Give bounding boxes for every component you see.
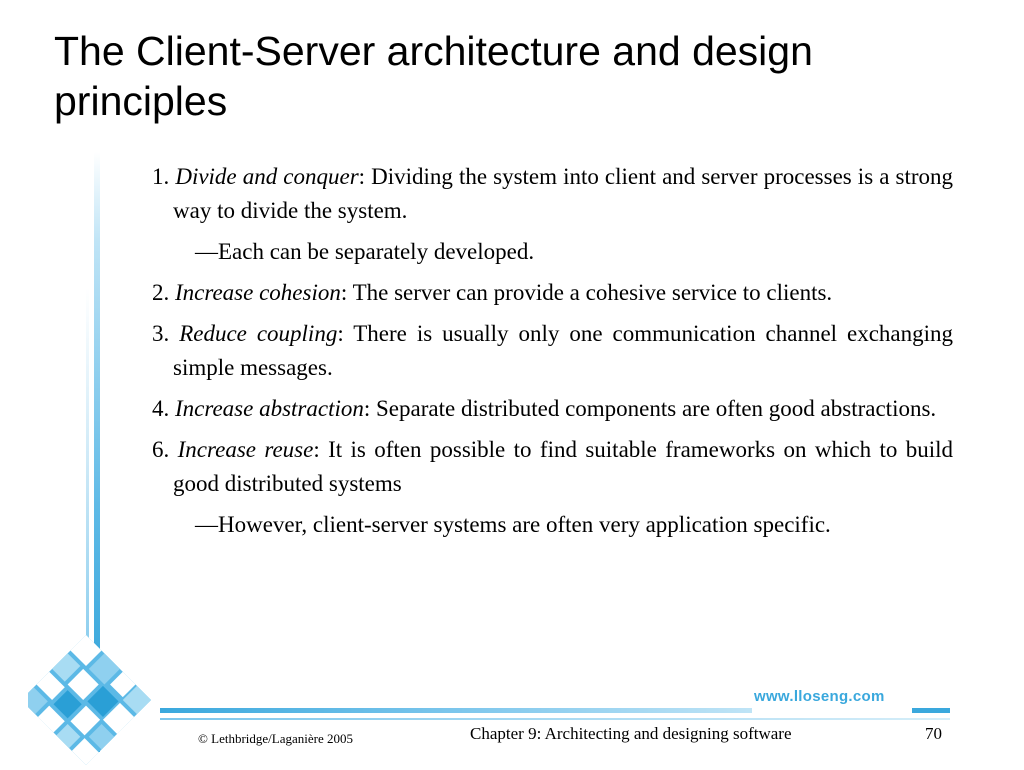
item-text: : It is often possible to find suitable frameworks on which to build good distributed systems — [173, 437, 953, 496]
item-text: : Separate distributed components are often good abstractions. — [363, 396, 937, 421]
item-number: 3. — [152, 321, 170, 346]
list-item — [140, 392, 953, 426]
blue-mosaic-logo-icon — [28, 630, 168, 770]
item-label: Increase abstraction — [175, 396, 364, 421]
item-label: Increase cohesion — [175, 280, 341, 305]
item-label: Divide and conquer — [175, 164, 359, 189]
list-item — [140, 276, 953, 310]
page-number: 70 — [925, 724, 942, 743]
list-item — [140, 433, 953, 501]
sub-item: —Each can be separately developed. — [195, 239, 535, 264]
list-item — [140, 160, 953, 228]
bottom-accent-bar-right — [912, 708, 950, 713]
copyright: © Lethbridge/Laganière 2005 — [198, 731, 353, 746]
item-text: : Dividing the system into client and server processes is a strong way to divide the system. — [173, 164, 953, 223]
item-number: 6. — [152, 437, 170, 462]
bottom-accent-line — [160, 718, 950, 720]
list-item — [140, 317, 953, 385]
slide-title: The Client-Server architecture and design principles — [54, 28, 813, 124]
item-label: Reduce coupling — [179, 321, 338, 346]
item-text: : There is usually only one communication channel exchanging simple messages. — [173, 321, 954, 380]
item-label: Increase reuse — [177, 437, 314, 462]
item-number: 2. — [152, 280, 170, 305]
item-number: 1. — [152, 164, 170, 189]
chapter-title: Chapter 9: Architecting and designing software — [470, 724, 792, 743]
sub-item: —However, client-server systems are often very application specific. — [195, 512, 831, 537]
item-number: 4. — [152, 396, 170, 421]
item-text: : The server can provide a cohesive service to clients. — [340, 280, 833, 305]
website-link[interactable]: www.lloseng.com — [754, 688, 885, 705]
slide-body — [140, 160, 953, 549]
bottom-accent-bar — [160, 708, 752, 713]
